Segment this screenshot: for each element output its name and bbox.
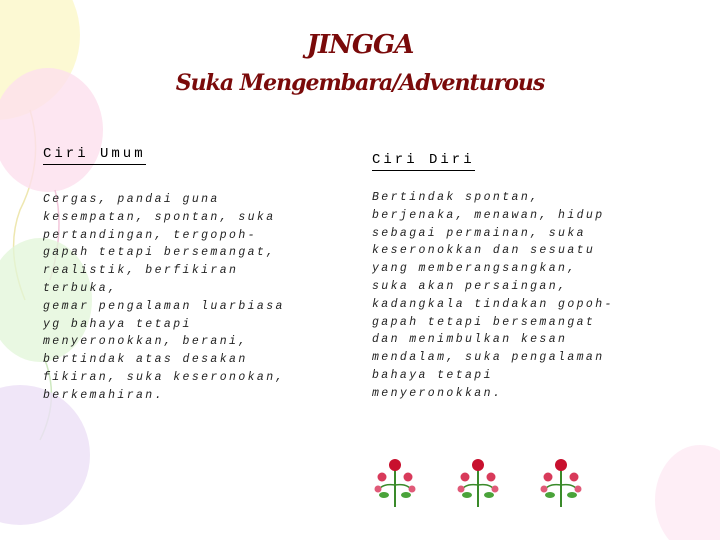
column-heading: Ciri Umum [43,146,146,165]
slide-title: JINGGA [306,30,414,60]
rose-icon [538,455,584,510]
column-heading: Ciri Diri [372,152,475,171]
flower-decorations [0,455,720,515]
column-body-text: Bertindak spontan, berjenaka, menawan, hidup sebagai permainan, suka keseronokkan dan sesuatu yang memberangsangkan, suka akan persaingan, kadangkala tindakan gopoh- gapah tetapi bersemangat dan menimbulkan kesan mendalam, suka pengalaman bahaya tetapi menyeronokkan. [372,191,614,400]
rose-icon [372,455,418,510]
slide-subtitle: Suka Mengembara/Adventurous [175,70,545,96]
column-body-text: Cergas, pandai guna kesempatan, spontan, suka pertandingan, tergopoh- gapah tetapi bersemangat, realistik, berfikiran terbuka, gemar pengalaman luarbiasa yg bahaya tetapi menyeronokkan, berani, bertindak atas desakan fikiran, suka keseronokan, berkemahiran. [43,193,285,402]
column-ciri-umum [43,144,343,405]
column-ciri-diri [372,144,672,403]
rose-icon [455,455,501,510]
slide-header [0,28,720,100]
